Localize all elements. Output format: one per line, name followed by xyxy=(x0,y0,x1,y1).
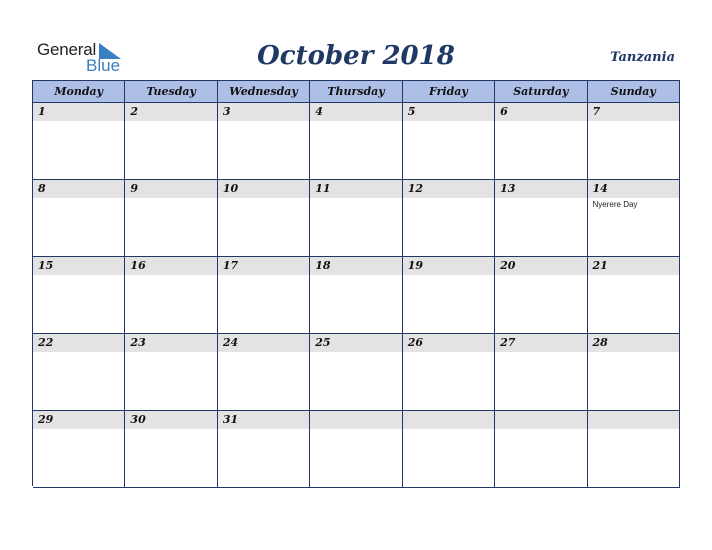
day-number: 23 xyxy=(130,336,146,349)
day-number-band xyxy=(33,180,124,198)
day-number: 9 xyxy=(130,182,139,195)
week-row xyxy=(33,334,680,411)
day-number-band xyxy=(403,334,494,352)
day-cell xyxy=(218,411,310,488)
weekday-header: Saturday xyxy=(495,81,587,103)
day-cell xyxy=(495,103,587,180)
day-cell xyxy=(33,411,125,488)
day-cell xyxy=(125,411,217,488)
day-number: 7 xyxy=(592,105,601,118)
day-number-band xyxy=(125,334,216,352)
day-cell xyxy=(403,180,495,257)
day-cell xyxy=(310,334,402,411)
day-number: 16 xyxy=(130,259,146,272)
day-number: 28 xyxy=(592,336,608,349)
weekday-header-row xyxy=(33,81,680,103)
day-number-band xyxy=(495,257,586,275)
day-number-band xyxy=(588,180,679,198)
day-number: 10 xyxy=(222,182,239,195)
day-number-band xyxy=(218,411,309,429)
day-number-band xyxy=(33,257,124,275)
day-number: 26 xyxy=(407,336,423,349)
week-row xyxy=(33,103,680,180)
day-number: 24 xyxy=(222,336,239,349)
day-number: 14 xyxy=(592,182,608,195)
week-row xyxy=(33,180,680,257)
day-number: 3 xyxy=(222,105,231,118)
day-number-band xyxy=(403,103,494,121)
day-cell xyxy=(218,103,310,180)
day-number: 11 xyxy=(315,182,331,195)
holiday-label: Nyerere Day xyxy=(592,200,638,209)
day-cell xyxy=(403,411,495,488)
day-number-band xyxy=(495,180,586,198)
weeks-container xyxy=(33,103,680,488)
calendar-title: October 2018 xyxy=(257,41,455,71)
day-number: 15 xyxy=(38,259,54,272)
day-number: 13 xyxy=(500,182,516,195)
day-number: 5 xyxy=(407,105,416,118)
day-number-band xyxy=(33,103,124,121)
day-number-band xyxy=(218,103,309,121)
day-cell xyxy=(588,411,680,488)
day-number: 22 xyxy=(38,336,54,349)
day-cell xyxy=(310,180,402,257)
day-cell xyxy=(588,334,680,411)
day-number: 6 xyxy=(500,105,508,118)
day-number: 21 xyxy=(592,259,608,272)
day-number-band xyxy=(125,103,216,121)
weekday-header: Friday xyxy=(403,81,495,103)
calendar-grid xyxy=(32,80,680,486)
day-cell xyxy=(33,257,125,334)
day-cell xyxy=(125,257,217,334)
day-cell xyxy=(588,257,680,334)
week-row xyxy=(33,411,680,488)
day-number-band xyxy=(403,180,494,198)
day-number-band xyxy=(125,257,216,275)
week-row xyxy=(33,257,680,334)
day-number-band xyxy=(495,103,586,121)
weekday-header: Sunday xyxy=(588,81,680,103)
day-number-band xyxy=(310,180,401,198)
weekday-header: Tuesday xyxy=(125,81,217,103)
day-number-band xyxy=(218,257,309,275)
day-cell xyxy=(125,180,217,257)
day-number-band xyxy=(310,411,401,429)
day-number: 17 xyxy=(222,259,239,272)
day-cell xyxy=(403,103,495,180)
day-number-band xyxy=(218,334,309,352)
day-number-band xyxy=(403,411,494,429)
day-cell xyxy=(310,257,402,334)
day-number: 12 xyxy=(407,182,423,195)
day-number-band xyxy=(588,334,679,352)
day-cell xyxy=(310,411,402,488)
day-cell xyxy=(495,334,587,411)
weekday-header: Wednesday xyxy=(218,81,310,103)
day-cell xyxy=(495,180,587,257)
day-cell xyxy=(588,103,680,180)
day-cell xyxy=(310,103,402,180)
day-number-band xyxy=(495,411,586,429)
weekday-header: Monday xyxy=(33,81,125,103)
day-number-band xyxy=(310,257,401,275)
day-number: 20 xyxy=(500,259,516,272)
day-number: 8 xyxy=(38,182,46,195)
day-cell xyxy=(403,334,495,411)
weekday-header: Thursday xyxy=(310,81,402,103)
day-number: 18 xyxy=(315,259,331,272)
day-cell xyxy=(33,103,125,180)
day-number-band xyxy=(33,411,124,429)
day-number-band xyxy=(125,180,216,198)
day-cell xyxy=(125,103,217,180)
day-cell xyxy=(495,257,587,334)
day-number: 2 xyxy=(130,105,139,118)
day-number-band xyxy=(588,103,679,121)
day-number-band xyxy=(310,334,401,352)
day-number: 30 xyxy=(130,413,146,426)
day-number-band xyxy=(218,180,309,198)
day-number-band xyxy=(588,257,679,275)
day-cell xyxy=(125,334,217,411)
day-number-band xyxy=(33,334,124,352)
day-cell xyxy=(495,411,587,488)
logo-word-general: General xyxy=(37,40,97,59)
day-number: 29 xyxy=(38,413,54,426)
day-number: 4 xyxy=(315,105,323,118)
day-number-band xyxy=(495,334,586,352)
day-cell xyxy=(33,334,125,411)
day-number: 19 xyxy=(407,259,423,272)
day-cell xyxy=(218,257,310,334)
logo-word-blue: Blue xyxy=(86,56,121,75)
day-number-band xyxy=(588,411,679,429)
day-cell xyxy=(218,334,310,411)
day-number: 25 xyxy=(315,336,331,349)
day-number-band xyxy=(403,257,494,275)
day-number: 1 xyxy=(38,105,46,118)
day-number: 27 xyxy=(500,336,516,349)
day-cell xyxy=(218,180,310,257)
day-cell xyxy=(403,257,495,334)
day-number-band xyxy=(310,103,401,121)
day-number: 31 xyxy=(222,413,239,426)
day-cell xyxy=(33,180,125,257)
country-name: Tanzania xyxy=(610,50,675,65)
day-cell xyxy=(588,180,680,257)
day-number-band xyxy=(125,411,216,429)
